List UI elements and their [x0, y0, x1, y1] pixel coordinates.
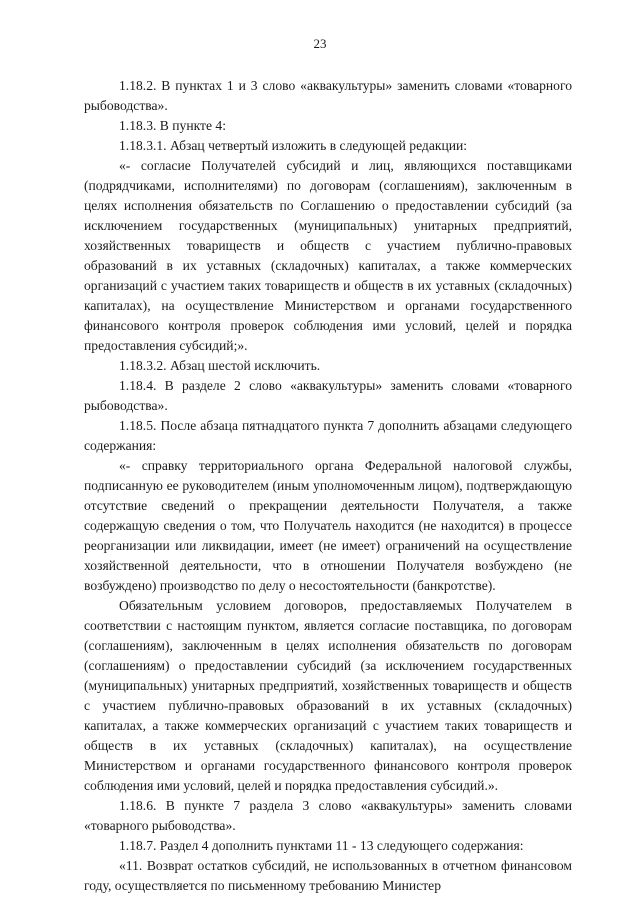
paragraph-1-18-7: 1.18.7. Раздел 4 дополнить пунктами 11 - 13 следующего содержания:	[119, 838, 524, 853]
paragraph-1-18-3-1: 1.18.3.1. Абзац четвертый изложить в следующей редакции:	[119, 138, 468, 153]
paragraph-1-18-5: 1.18.5. После абзаца пятнадцатого пункта 7 дополнить абзацами следующего содержания:	[84, 418, 572, 453]
paragraph-quote-item-11: «11. Возврат остатков субсидий, не использованных в отчетном финансовом году, осуществляется по письменному требованию Министер	[84, 858, 572, 893]
paragraph-1-18-3-2: 1.18.3.2. Абзац шестой исключить.	[119, 358, 321, 373]
paragraph-1-18-2: 1.18.2. В пунктах 1 и 3 слово «аквакультуры» заменить словами «товарного рыбоводства».	[84, 78, 572, 113]
paragraph-1-18-4: 1.18.4. В разделе 2 слово «аквакультуры» заменить словами «товарного рыбоводства».	[84, 378, 572, 413]
paragraph-quote-consent: «- согласие Получателей субсидий и лиц, являющихся поставщиками (подрядчиками, исполнителями) по договорам (соглашениям), заключенным в целях исполнения обязательств по Соглашению о предоставлении субсидий (за исключением государственных (муниципальных) унитарных предприятий, хозяйственных товариществ и обществ с участием публично-правовых образований в их уставных (складочных) капиталах, а также коммерческих организаций с участием таких товариществ и обществ в их уставных (складочных) капиталах), на осуществление Министерством и органами государственного финансового контроля проверок соблюдения ими условий, целей и порядка предоставления субсидий;».	[84, 158, 572, 353]
document-body	[84, 76, 572, 896]
paragraph-1-18-3: 1.18.3. В пункте 4:	[119, 118, 226, 133]
page-number: 23	[313, 36, 327, 51]
paragraph-mandatory-condition: Обязательным условием договоров, предоставляемых Получателем в соответствии с настоящим пунктом, является согласие поставщика, по договорам (соглашениям), заключенным в целях исполнения обязательств по договорам (соглашениям) о предоставлении субсидий (за исключением государственных (муниципальных) унитарных предприятий, хозяйственных товариществ и обществ с участием публично-правовых образований в их уставных (складочных) капиталах, а также коммерческих организаций с участием таких товариществ и обществ в их уставных (складочных) капиталах), на осуществление Министерством и органами государственного финансового контроля проверок соблюдения ими условий, целей и порядка предоставления субсидий.».	[84, 598, 572, 793]
paragraph-1-18-6: 1.18.6. В пункте 7 раздела 3 слово «аквакультуры» заменить словами «товарного рыбоводства».	[84, 798, 572, 833]
paragraph-quote-tax-certificate: «- справку территориального органа Федеральной налоговой службы, подписанную ее руководителем (иным уполномоченным лицом), подтверждающую отсутствие сведений о прекращении деятельности Получателя, а также содержащую сведения о том, что Получатель находится (не находится) в процессе реорганизации или ликвидации, имеет (не имеет) ограничений на осуществление хозяйственной деятельности, что в отношении Получателя возбуждено (не возбуждено) производство по делу о несостоятельности (банкротстве).	[84, 458, 572, 593]
